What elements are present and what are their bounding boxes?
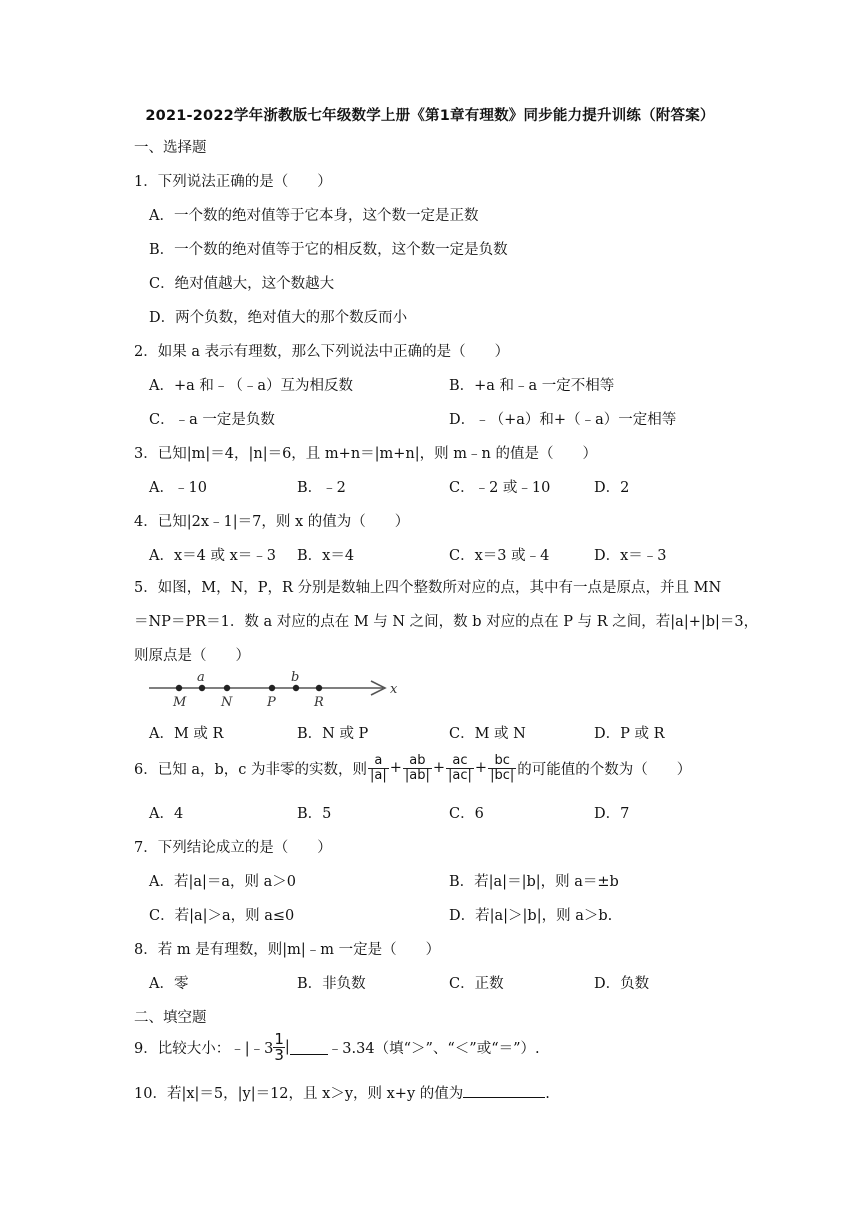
point-p [269, 685, 275, 691]
q5-stem-line3: 则原点是（ ） [134, 648, 250, 664]
q8-option-b: B．非负数 [297, 976, 366, 992]
q9-pre: 9．比较大小：﹣|﹣3 [134, 1040, 274, 1057]
q1-option-b: B．一个数的绝对值等于它的相反数，这个数一定是负数 [149, 242, 508, 258]
q2-option-c: C．﹣a 一定是负数 [149, 412, 275, 428]
point-a [199, 685, 205, 691]
q7-stem: 7．下列结论成立的是（ ） [134, 840, 332, 856]
section-heading-choice: 一、选择题 [134, 140, 207, 156]
plus-sign: + [432, 760, 446, 776]
q9-post: ﹣3.34（填“＞”、“＜”或“＝”）. [327, 1040, 540, 1057]
q5-stem-line2: ＝NP＝PR＝1．数 a 对应的点在 M 与 N 之间，数 b 对应的点在 P 与 R 之间，若|a|+|b|＝3， [134, 614, 759, 630]
q8-option-d: D．负数 [594, 976, 650, 992]
q1-option-c: C．绝对值越大，这个数越大 [149, 276, 335, 292]
q6-pre: 6．已知 a，b，c 为非零的实数，则 [134, 761, 367, 778]
q3-option-a: A．﹣10 [149, 480, 207, 496]
q3-stem: 3．已知|m|＝4，|n|＝6，且 m+n＝|m+n|，则 m﹣n 的值是（ ） [134, 446, 597, 462]
label-a: a [197, 670, 205, 685]
plus-sign: + [389, 760, 402, 776]
q2-stem: 2．如果 a 表示有理数，那么下列说法中正确的是（ ） [134, 344, 510, 360]
q10-post: . [545, 1086, 550, 1102]
axis-var-label: x [390, 682, 398, 697]
q7-option-d: D．若|a|＞|b|，则 a＞b. [449, 908, 613, 924]
fraction-ab: $\frac{ab}{|ab|}$ [404, 752, 430, 783]
point-n [224, 685, 230, 691]
q8-option-c: C．正数 [449, 976, 504, 992]
document-title: 2021-2022学年浙教版七年级数学上册《第1章有理数》同步能力提升训练（附答案） [145, 108, 715, 124]
fraction-ac: $\frac{ac}{|ac|}$ [448, 752, 472, 783]
q6-option-c: C．6 [449, 806, 484, 822]
q9-abs-bar: | [284, 1039, 290, 1055]
q4-option-b: B．x＝4 [297, 548, 355, 564]
q8-option-a: A．零 [149, 976, 189, 992]
q8-stem: 8．若 m 是有理数，则|m|﹣m 一定是（ ） [134, 942, 441, 958]
point-m [176, 685, 182, 691]
q5-option-c: C．M 或 N [449, 726, 526, 742]
mixed-fraction: $\frac{1}{3}$ [274, 1029, 284, 1064]
q6-option-d: D．7 [594, 806, 630, 822]
q9-stem [134, 1030, 540, 1064]
q7-option-b: B．若|a|＝|b|，则 a＝±b [449, 874, 619, 890]
q1-stem: 1．下列说法正确的是（ ） [134, 174, 332, 190]
q3-option-d: D．2 [594, 480, 630, 496]
fraction-a: $\frac{a}{|a|}$ [370, 752, 387, 783]
point-b [293, 685, 299, 691]
q7-option-c: C．若|a|＞a，则 a≤0 [149, 908, 295, 924]
q6-post: 的可能值的个数为（ ） [517, 761, 692, 778]
label-n: N [221, 695, 233, 710]
label-p: P [267, 695, 276, 710]
fraction-bc: $\frac{bc}{|bc|}$ [490, 752, 515, 783]
q6-option-b: B．5 [297, 806, 332, 822]
q4-option-c: C．x＝3 或﹣4 [449, 548, 550, 564]
q2-option-b: B．+a 和﹣a 一定不相等 [449, 378, 615, 394]
q1-option-d: D．两个负数，绝对值大的那个数反而小 [149, 310, 408, 326]
q7-option-a: A．若|a|＝a，则 a＞0 [149, 874, 297, 890]
q1-option-a: A．一个数的绝对值等于它本身，这个数一定是正数 [149, 208, 479, 224]
q2-option-a: A．+a 和﹣（﹣a）互为相反数 [149, 378, 354, 394]
point-r [316, 685, 322, 691]
plus-sign: + [474, 760, 488, 776]
q6-stem [134, 750, 691, 786]
q10-pre: 10．若|x|＝5，|y|＝12，且 x＞y，则 x+y 的值为 [134, 1086, 464, 1102]
q5-stem-line1: 5．如图，M，N，P，R 分别是数轴上四个整数所对应的点，其中有一点是原点，并且 MN [134, 580, 722, 596]
q4-option-d: D．x＝﹣3 [594, 548, 667, 564]
q5-option-a: A．M 或 R [149, 726, 224, 742]
q4-stem: 4．已知|2x﹣1|＝7，则 x 的值为（ ） [134, 514, 410, 530]
q10-stem [134, 1082, 550, 1103]
q4-option-a: A．x＝4 或 x＝﹣3 [149, 548, 276, 564]
label-r: R [314, 695, 324, 710]
q3-option-c: C．﹣2 或﹣10 [449, 480, 551, 496]
q5-option-b: B．N 或 P [297, 726, 369, 742]
answer-blank[interactable] [290, 1040, 328, 1055]
q3-option-b: B．﹣2 [297, 480, 346, 496]
section-heading-fill: 二、填空题 [134, 1010, 207, 1026]
label-m: M [173, 695, 187, 710]
label-b: b [291, 670, 300, 685]
q2-option-d: D．﹣（+a）和+（﹣a）一定相等 [449, 412, 677, 428]
q6-option-a: A．4 [149, 806, 184, 822]
answer-blank[interactable] [463, 1083, 545, 1098]
number-line-figure [145, 666, 415, 712]
q5-option-d: D．P 或 R [594, 726, 665, 742]
